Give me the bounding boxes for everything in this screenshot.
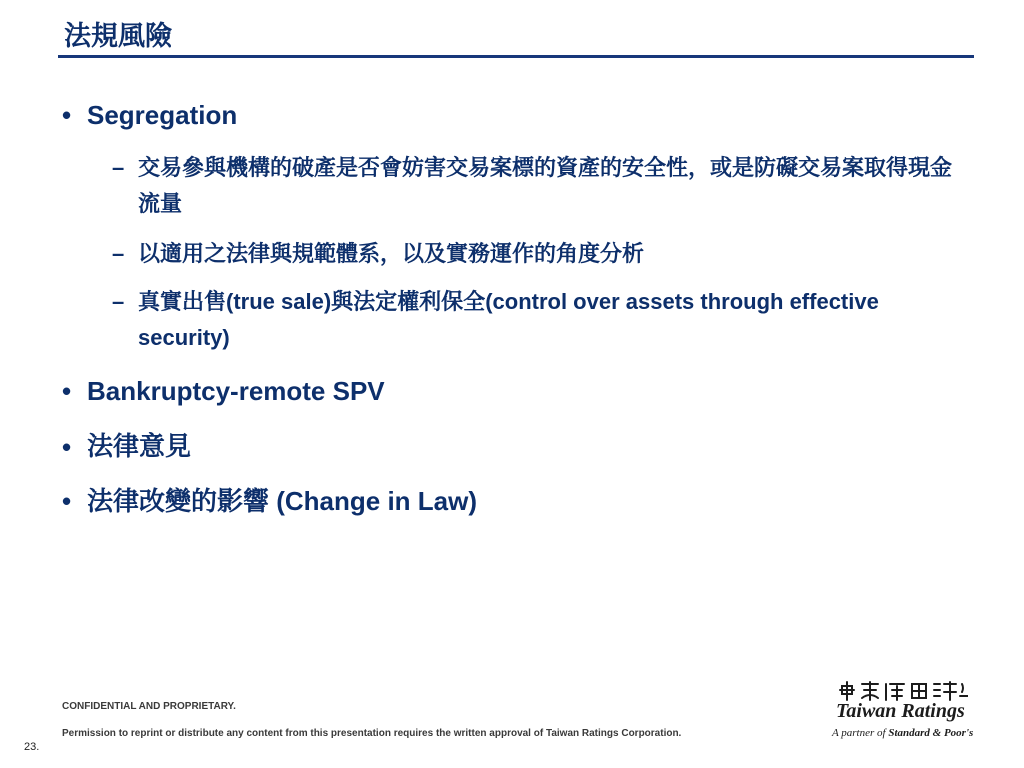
sub-item-text	[138, 284, 958, 356]
sub-dash: –	[112, 241, 125, 266]
sub-item-text-cjk-2: 與法定權利保全	[331, 289, 486, 315]
bullet-dot: •	[62, 432, 72, 462]
logo-seal-icon	[836, 678, 968, 702]
sub-dash: –	[112, 289, 125, 314]
sub-item-text-latin-2: (control over assets through effective security)	[138, 289, 879, 350]
logo-name: Taiwan Ratings	[836, 700, 965, 722]
sub-item-bankruptcy-impact	[112, 150, 958, 222]
bullet-item-segregation	[62, 98, 237, 132]
bullet-dot: •	[62, 376, 72, 406]
logo-partner-prefix: A partner of	[832, 727, 889, 739]
slide-title: 法規風險	[64, 21, 172, 52]
bullet-text-cjk: 法律改變的影響	[87, 487, 270, 517]
bullet-text: 法律意見	[87, 432, 192, 462]
logo-partner-line	[832, 727, 973, 739]
sub-item-true-sale	[112, 284, 958, 356]
bullet-dot: •	[62, 100, 72, 130]
sub-dash: –	[112, 155, 125, 180]
sub-item-legal-analysis	[112, 236, 958, 272]
sub-item-text: 交易參與機構的破產是否會妨害交易案標的資產的安全性，或是防礙交易案取得現金流量	[138, 155, 953, 217]
bullet-text-latin: (Change in Law)	[269, 486, 478, 516]
sub-item-text: 以適用之法律與規範體系，以及實務運作的角度分析	[138, 241, 645, 267]
bullet-item-legal-opinion	[62, 430, 191, 464]
bullet-text	[87, 484, 477, 519]
page-number: 23.	[24, 741, 40, 753]
footer-permission-notice: Permission to reprint or distribute any content from this presentation requires the written approval of Taiwan Ratings Corporation.	[62, 728, 682, 739]
footer-confidential-notice: CONFIDENTIAL AND PROPRIETARY.	[62, 701, 236, 712]
bullet-dot: •	[62, 486, 72, 516]
bullet-item-change-in-law	[62, 484, 477, 519]
logo-partner-name: Standard & Poor's	[888, 727, 974, 739]
sub-item-text-cjk-1: 真實出售	[138, 289, 227, 315]
taiwan-ratings-logo	[830, 678, 990, 744]
bullet-text: Segregation	[87, 100, 238, 130]
bullet-item-spv	[62, 374, 385, 408]
bullet-text: Bankruptcy-remote SPV	[87, 376, 385, 406]
sub-item-text-latin-1: (true sale)	[226, 289, 332, 314]
